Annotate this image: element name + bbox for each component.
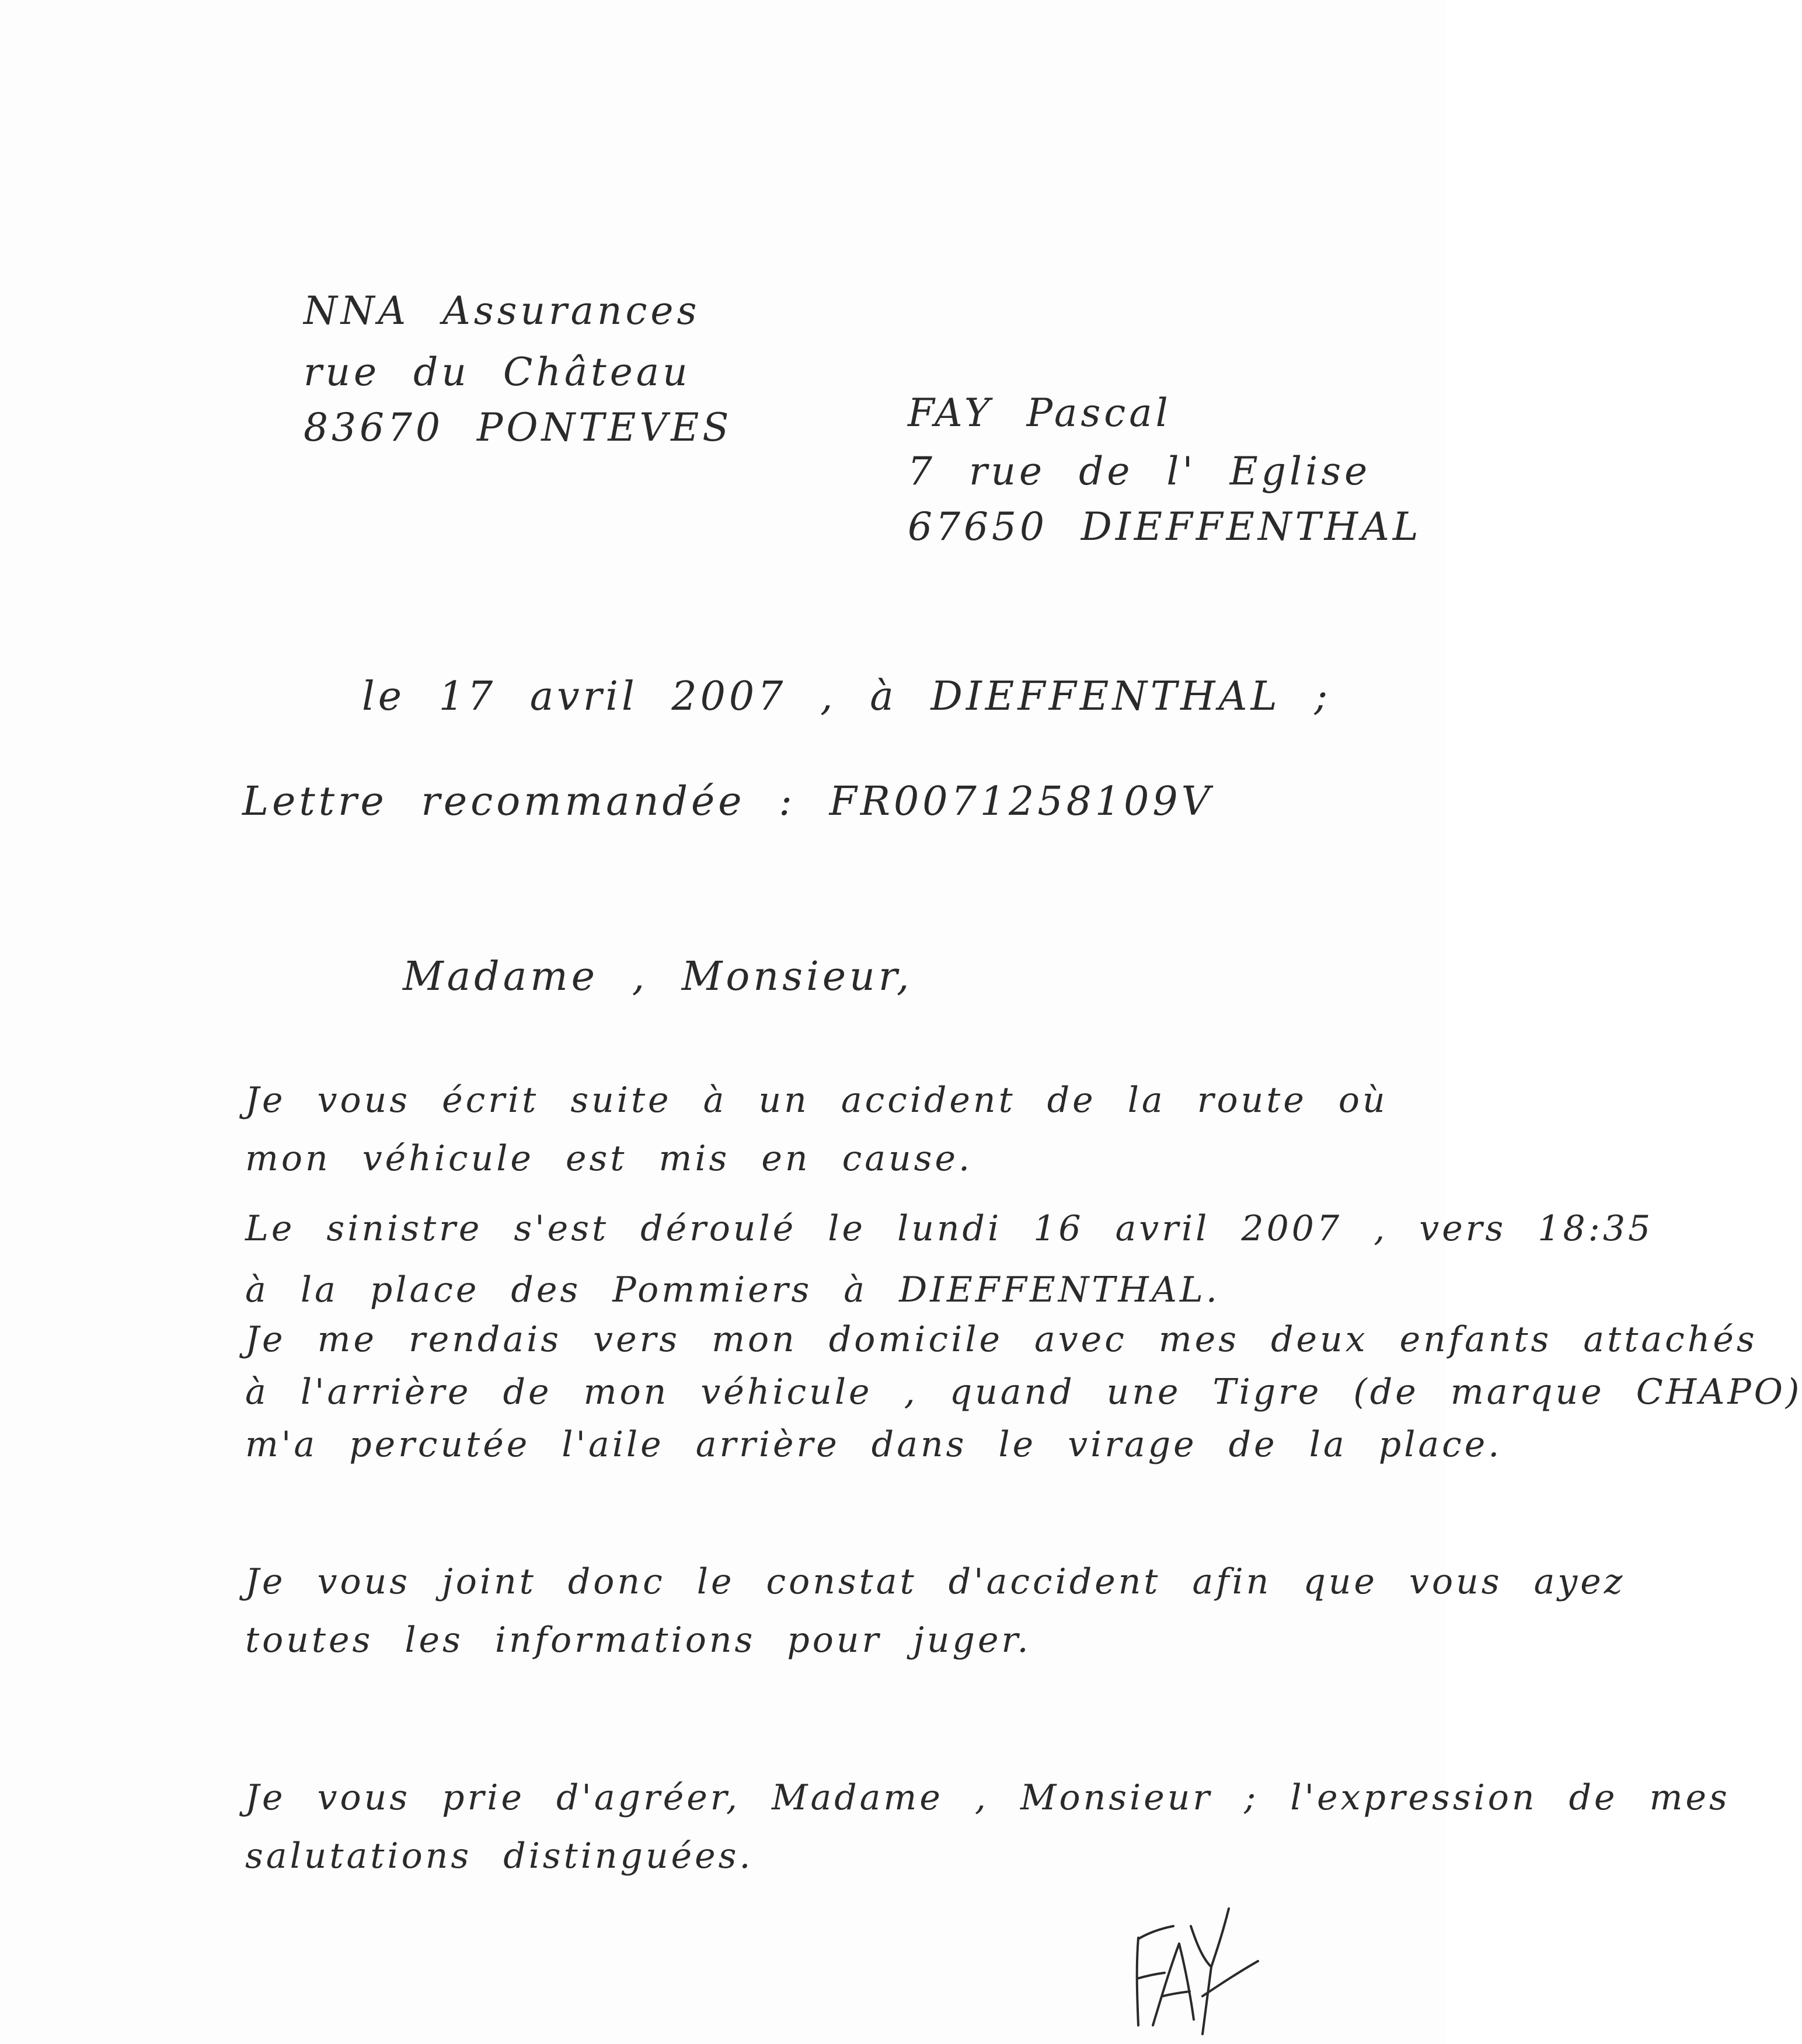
paragraph-3-line-2: toutes les informations pour juger.	[245, 1620, 1031, 1661]
recipient-street: rue du Château	[304, 350, 691, 395]
paragraph-2-line-1: Le sinistre s'est déroulé le lundi 16 avril 2007 , vers 18:35	[245, 1208, 1654, 1249]
paragraph-3-line-1: Je vous joint donc le constat d'accident afin que vous ayez	[245, 1561, 1626, 1602]
registered-letter-line: Lettre recommandée : FR0071258109V	[242, 779, 1214, 825]
sender-street: 7 rue de l' Eglise	[908, 449, 1371, 494]
salutation: Madame , Monsieur,	[403, 954, 913, 1000]
paragraph-1-line-1: Je vous écrit suite à un accident de la route où	[245, 1080, 1388, 1121]
signature	[1121, 1903, 1261, 2037]
paragraph-1-line-2: mon véhicule est mis en cause.	[245, 1138, 973, 1179]
recipient-city: 83670 PONTEVES	[304, 405, 733, 450]
sender-city: 67650 DIEFFENTHAL	[908, 504, 1422, 549]
sender-name: FAY Pascal	[908, 390, 1172, 435]
paragraph-2-line-2: à la place des Pommiers à DIEFFENTHAL.	[245, 1269, 1220, 1310]
paragraph-4-line-2: salutations distinguées.	[245, 1836, 754, 1876]
paragraph-2-line-5: m'a percutée l'aile arrière dans le virage de la place.	[245, 1424, 1503, 1465]
date-line: le 17 avril 2007 , à DIEFFENTHAL ;	[362, 674, 1332, 720]
recipient-name: NNA Assurances	[304, 288, 700, 333]
paragraph-2-line-4: à l'arrière de mon véhicule , quand une Tigre (de marque CHAPO)	[245, 1372, 1802, 1412]
paragraph-4-line-1: Je vous prie d'agréer, Madame , Monsieur ; l'expression de mes	[245, 1777, 1730, 1818]
paragraph-2-line-3: Je me rendais vers mon domicile avec mes deux enfants attachés	[245, 1319, 1758, 1360]
